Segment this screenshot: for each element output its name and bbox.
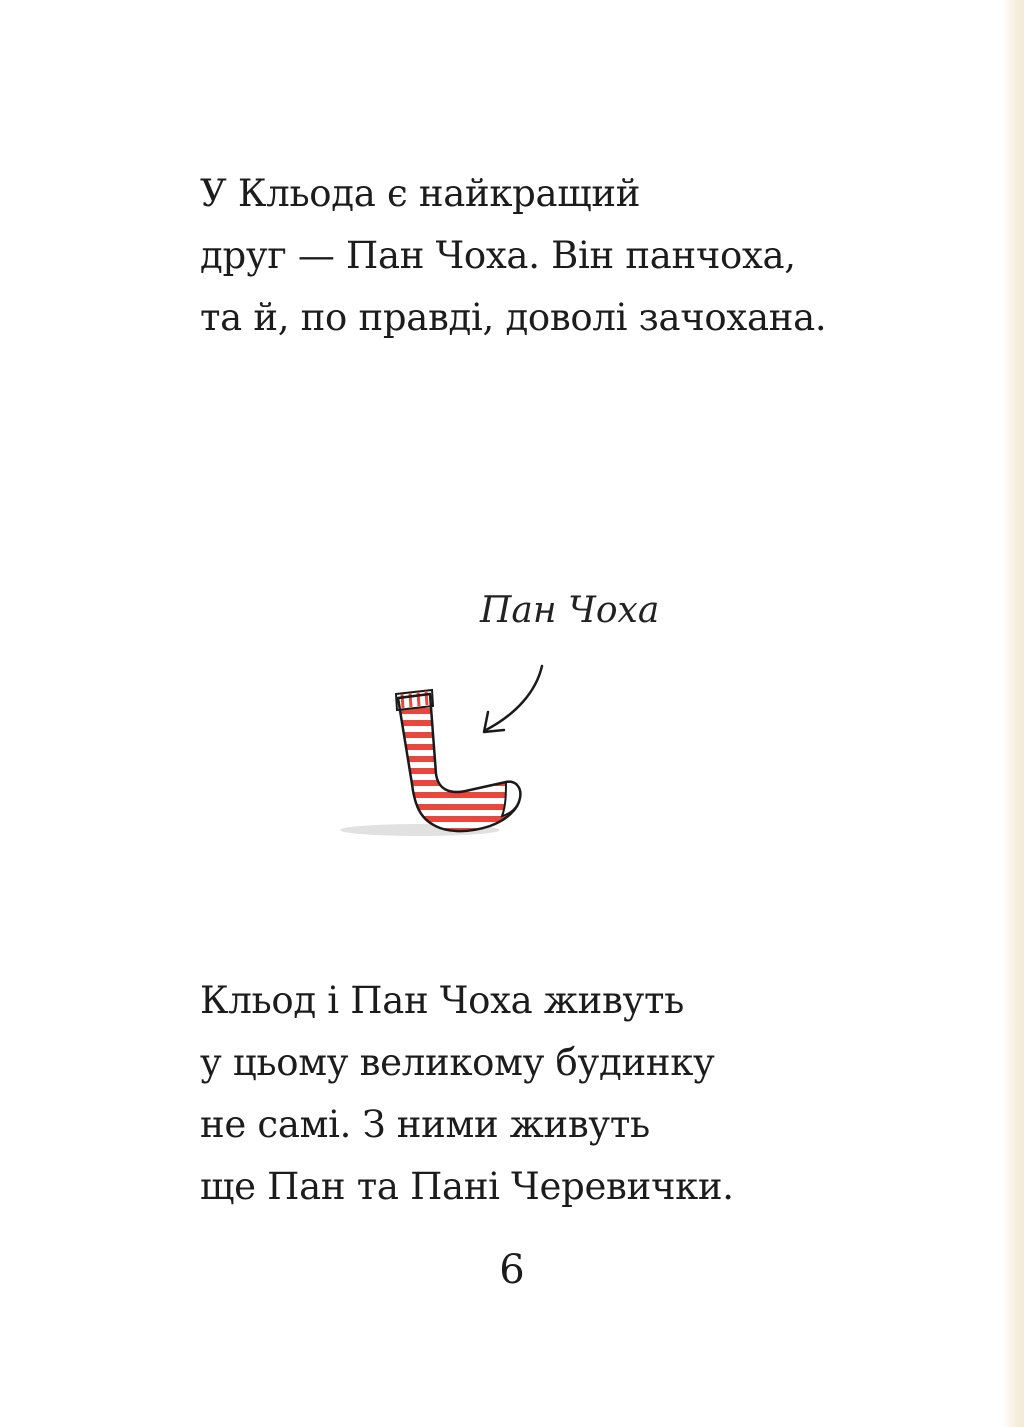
paragraph-line: у цьому великому будинку [200, 1041, 715, 1084]
paragraph-line: не самі. З ними живуть [200, 1103, 650, 1146]
paragraph-top [200, 163, 826, 349]
page-edge-shadow [1002, 0, 1024, 1427]
paragraph-bottom [200, 970, 734, 1218]
arrow-icon [486, 666, 542, 730]
illustration-caption: Пан Чоха [480, 590, 660, 631]
paragraph-line: Кльод і Пан Чоха живуть [200, 979, 685, 1022]
paragraph-line: та й, по правді, доволі зачохана. [200, 296, 827, 339]
paragraph-line: У Кльода є найкращий [200, 172, 641, 215]
paragraph-line: ще Пан та Пані Черевички. [200, 1165, 734, 1208]
striped-sock-icon [330, 650, 590, 850]
paragraph-line: друг — Пан Чоха. Він панчоха, [200, 234, 796, 277]
page-number: 6 [499, 1247, 525, 1293]
